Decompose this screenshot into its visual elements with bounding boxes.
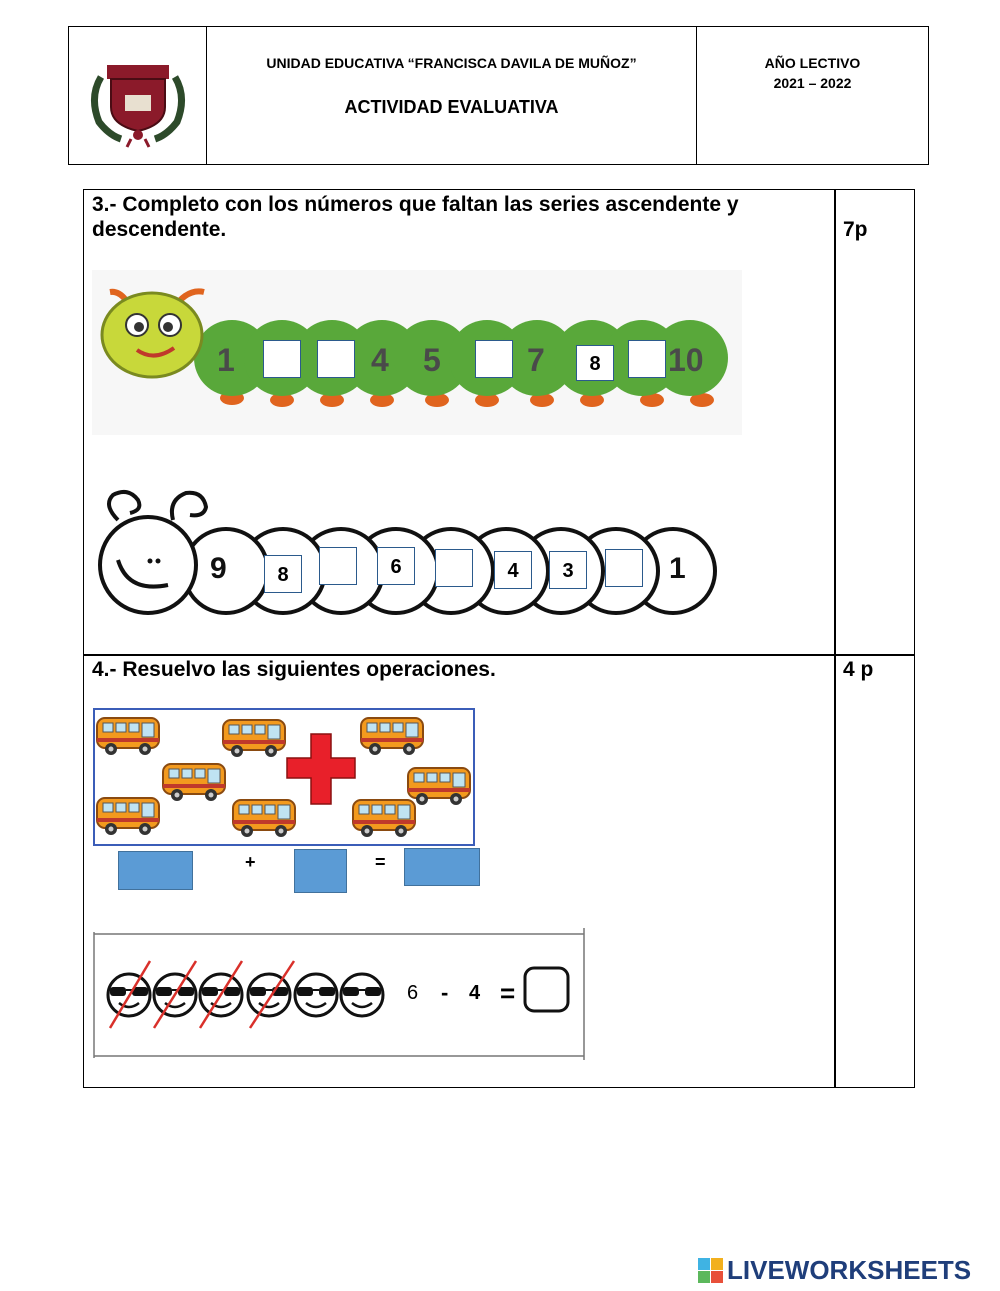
desc-answer-box-4[interactable] (435, 549, 473, 587)
asc-answer-box-2[interactable] (317, 340, 355, 378)
subtraction-subtrahend: 4 (469, 982, 481, 1004)
question-3-points: 7p (843, 218, 868, 241)
school-crest-icon (69, 27, 207, 166)
desc-answer-box-1[interactable]: 8 (264, 555, 302, 593)
liveworksheets-logo-icon (698, 1258, 724, 1284)
school-info-cell (207, 27, 697, 164)
question-4-title: 4.- Resuelvo las siguientes operaciones. (92, 658, 496, 681)
desc-answer-box-2[interactable] (319, 547, 357, 585)
equals-sign: = (375, 852, 386, 872)
school-name: UNIDAD EDUCATIVA “FRANCISCA DAVILA DE MUÑOZ” (266, 55, 637, 71)
addition-answer-box-1[interactable] (118, 851, 193, 890)
minus-sign: - (441, 980, 449, 1005)
asc-number-1: 1 (217, 342, 235, 378)
subtraction-answer-box (525, 968, 568, 1011)
year-label: AÑO LECTIVO (764, 55, 861, 71)
liveworksheets-brand: LIVEWORKSHEETS (727, 1255, 972, 1285)
asc-number-4: 4 (371, 342, 389, 378)
asc-answer-box-4[interactable]: 8 (576, 345, 614, 381)
asc-number-7: 7 (527, 342, 545, 378)
year-value: 2021 – 2022 (773, 75, 852, 91)
asc-answer-box-1[interactable] (263, 340, 301, 378)
desc-answer-box-7[interactable] (605, 549, 643, 587)
school-logo-cell (69, 27, 207, 164)
activity-title: ACTIVIDAD EVALUATIVA (344, 97, 559, 117)
desc-number-9: 9 (210, 552, 227, 585)
asc-answer-box-5[interactable] (628, 340, 666, 378)
desc-number-1: 1 (669, 552, 686, 585)
asc-number-10: 10 (668, 342, 704, 378)
plus-sign: + (245, 852, 256, 872)
desc-answer-box-5[interactable]: 4 (494, 551, 532, 589)
asc-answer-box-3[interactable] (475, 340, 513, 378)
subtraction-minuend: 6 (407, 982, 419, 1004)
asc-number-5: 5 (423, 342, 441, 378)
school-year-cell (697, 27, 928, 164)
desc-answer-box-3[interactable]: 6 (377, 547, 415, 585)
header-table (68, 26, 929, 165)
row-divider (83, 654, 915, 656)
desc-answer-box-6[interactable]: 3 (549, 551, 587, 589)
addition-answer-box-2[interactable] (294, 849, 347, 893)
addition-answer-box-3[interactable] (404, 848, 480, 886)
subtraction-equals-sign: = (500, 978, 516, 1008)
buses-addition-image (93, 708, 476, 848)
question-4-points: 4 p (843, 658, 874, 681)
question-3-title: 3.- Completo con los números que faltan las series ascendente y descendente. (92, 193, 739, 241)
points-column-divider (834, 189, 836, 1088)
